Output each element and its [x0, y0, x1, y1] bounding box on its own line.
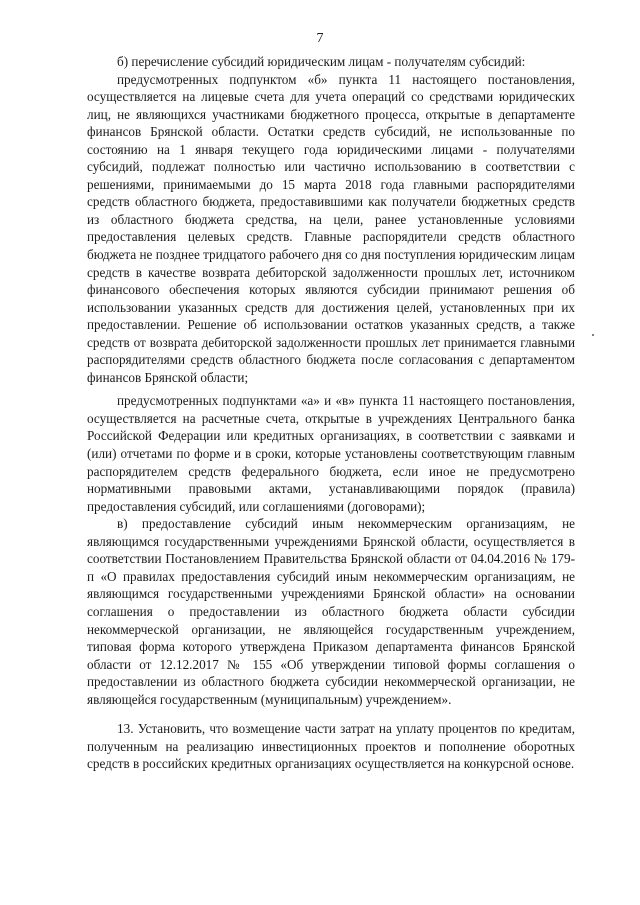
paragraph-subitem-v: в) предоставление субсидий иным некоммерческим организациям, не являющимся государственными учреждениями Брянской области, осуществляется в соответствии Постановлением Правительства Брянской области от 04.04.2016 № 179-п «О правилах предоставления субсидий иным некоммерческим организациям, не являющимся государственными учреждениями Брянской области» на основании соглашения о предоставлении из областного бюджета области субсидии некоммерческой организации, не являющейся государственным учреждением, типовая форма которого утверждена Приказом департамента финансов Брянской области от 12.12.2017 № 155 «Об утверждении типовой формы соглашения о предоставлении из областного бюджета субсидии некоммерческой организации, не являющейся государственным (муниципальным) учреждением».: [87, 516, 575, 707]
paragraph-subitem-b: б) перечисление субсидий юридическим лицам - получателям субсидий:: [117, 54, 526, 69]
document-body: [87, 53, 575, 773]
paragraph-item-13: 13. Установить, что возмещение части затрат на уплату процентов по кредитам, полученным на реализацию инвестиционных проектов и пополнение оборотных средств в российских кредитных организациях осуществляется на конкурсной основе.: [87, 721, 575, 772]
scan-speck: [592, 334, 594, 336]
paragraph-subsidies-11b: предусмотренных подпунктом «б» пункта 11 настоящего постановления, осуществляется на лицевые счета для учета операций со средствами юридических лиц, не являющихся участниками бюджетного процесса, открытые в департаменте финансов Брянской области. Остатки средств субсидий, не использованные по состоянию на 1 января текущего года юридическими лицами - получателями субсидий, подлежат полностью или частично использованию в соответствии с решениями, принимаемыми до 15 марта 2018 года главными распорядителями средств областного бюджета, предоставившими как получатели бюджетных средств из областного бюджета средства, на цели, ранее установленные условиями предоставления целевых средств. Главные распорядители средств областного бюджета не позднее тридцатого рабочего дня со дня поступления юридическим лицам средств в качестве возврата дебиторской задолженности прошлых лет, источником финансового обеспечения которых являются субсидии принимают решения об использовании указанных средств для достижения целей, установленных при их предоставлении. Решение об использовании остатков указанных средств, а также средств от возврата дебиторской задолженности прошлых лет принимается главными распорядителями средств областного бюджета после согласования с департаментом финансов Брянской области;: [87, 71, 575, 385]
paragraph-subsidies-11a-11v: предусмотренных подпунктами «а» и «в» пункта 11 настоящего постановления, осуществляется на расчетные счета, открытые в учреждениях Центрального банка Российской Федерации или кредитных организациях, в соответствии с заявками и (или) отчетами по форме и в сроки, которые установлены соответствующим главным распорядителем средств федерального бюджета, если иное не предусмотрено нормативными правовыми актами, устанавливающими порядок (правила) предоставления субсидий, или соглашениями (договорами);: [87, 393, 575, 514]
page-number: 7: [316, 31, 324, 46]
